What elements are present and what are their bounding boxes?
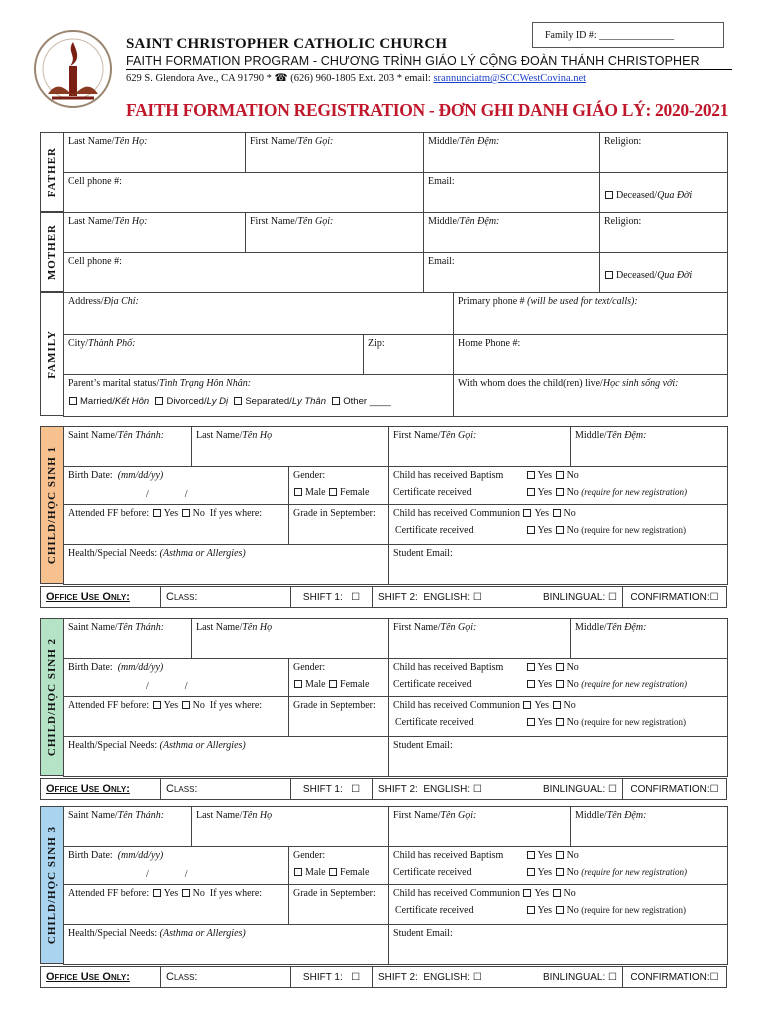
baptism-no-checkbox[interactable] (556, 851, 564, 859)
mother-deceased[interactable]: Deceased/Qua Đời (600, 253, 728, 293)
communion-no-checkbox[interactable] (553, 701, 561, 709)
child-attended-before: Attended FF before: Yes No If yes where: (64, 697, 289, 737)
child-2-table (63, 618, 728, 777)
child-student-email[interactable]: Student Email: (389, 925, 728, 965)
communion-cert-no-checkbox[interactable] (556, 906, 564, 914)
baptism-cert-no-checkbox[interactable] (556, 488, 564, 496)
attended-yes-checkbox[interactable] (153, 889, 161, 897)
family-zip[interactable]: Zip: (364, 335, 454, 375)
child-health-needs[interactable]: Health/Special Needs: (Asthma or Allergies) (64, 925, 389, 965)
father-deceased[interactable]: Deceased/Qua Đời (600, 173, 728, 213)
church-logo-icon (30, 24, 116, 114)
email-link[interactable]: srannunciatm@SCCWestCovina.net (433, 73, 587, 84)
office-use-row: Office Use Only: Class: SHIFT 1: ☐ SHIFT 2: ENGLISH: ☐ BINLINGUAL: ☐ CONFIRMATION: ☐ (40, 586, 727, 608)
child-baptism: Child has received Baptism Yes No Certificate received Yes No (require for new registration) (389, 467, 728, 505)
father-last-name[interactable]: Last Name/Tên Họ: (64, 133, 246, 173)
communion-cert-yes-checkbox[interactable] (527, 718, 535, 726)
divorced-checkbox[interactable] (155, 397, 163, 405)
communion-cert-yes-checkbox[interactable] (527, 906, 535, 914)
child-middle-name[interactable]: Middle/Tên Đệm: (571, 807, 728, 847)
child-3-label: CHILD/HỌC SINH 3 (40, 806, 64, 964)
male-checkbox[interactable] (294, 868, 302, 876)
child-student-email[interactable]: Student Email: (389, 737, 728, 777)
child-first-name[interactable]: First Name/Tên Gọi: (389, 619, 571, 659)
communion-yes-checkbox[interactable] (523, 509, 531, 517)
child-grade[interactable]: Grade in September: (289, 505, 389, 545)
child-gender: Gender: Male Female (289, 467, 389, 505)
english-checkbox[interactable]: ☐ (472, 591, 482, 603)
baptism-cert-yes-checkbox[interactable] (527, 868, 535, 876)
communion-cert-no-checkbox[interactable] (556, 718, 564, 726)
child-last-name[interactable]: Last Name/Tên Họ (192, 427, 389, 467)
child-health-needs[interactable]: Health/Special Needs: (Asthma or Allergies) (64, 737, 389, 777)
mother-email[interactable]: Email: (424, 253, 600, 293)
binlingual-checkbox[interactable]: ☐ (608, 783, 617, 795)
child-gender: Gender: Male Female (289, 659, 389, 697)
mother-middle-name[interactable]: Middle/Tên Đệm: (424, 213, 600, 253)
child-attended-before: Attended FF before: Yes No If yes where: (64, 885, 289, 925)
child-1-label: CHILD/HỌC SINH 1 (40, 426, 64, 584)
child-baptism: Child has received Baptism Yes No Certificate received Yes No (require for new registration) (389, 847, 728, 885)
family-address[interactable]: Address/Địa Chỉ: (64, 293, 454, 335)
baptism-cert-yes-checkbox[interactable] (527, 680, 535, 688)
father-middle-name[interactable]: Middle/Tên Đệm: (424, 133, 600, 173)
other-checkbox[interactable] (332, 397, 340, 405)
father-deceased-checkbox[interactable] (605, 191, 613, 199)
baptism-cert-no-checkbox[interactable] (556, 868, 564, 876)
baptism-yes-checkbox[interactable] (527, 471, 535, 479)
child-birth-date[interactable]: Birth Date: (mm/dd/yy) / / (64, 847, 289, 885)
mother-religion[interactable]: Religion: (600, 213, 728, 253)
father-religion[interactable]: Religion: (600, 133, 728, 173)
separated-checkbox[interactable] (234, 397, 242, 405)
program-name: FAITH FORMATION PROGRAM - CHƯƠNG TRÌNH GIÁO LÝ CỘNG ĐOÀN THÁNH CHRISTOPHER (126, 54, 732, 70)
family-lives-with[interactable]: With whom does the child(ren) live/Học sinh sống với: (454, 375, 728, 417)
family-id-field[interactable]: Family ID #: _______________ (532, 22, 724, 48)
female-checkbox[interactable] (329, 488, 337, 496)
baptism-yes-checkbox[interactable] (527, 663, 535, 671)
child-birth-date[interactable]: Birth Date: (mm/dd/yy) / / (64, 659, 289, 697)
baptism-no-checkbox[interactable] (556, 471, 564, 479)
family-section-label: FAMILY (40, 292, 64, 416)
male-checkbox[interactable] (294, 680, 302, 688)
child-grade[interactable]: Grade in September: (289, 885, 389, 925)
child-saint-name[interactable]: Saint Name/Tên Thánh: (64, 427, 192, 467)
father-section-label: FATHER (40, 132, 64, 212)
child-1-table (63, 426, 728, 585)
mother-section-label: MOTHER (40, 212, 64, 292)
child-communion: Child has received Communion Yes No Certificate received Yes No (require for new registration) (389, 885, 728, 925)
communion-cert-no-checkbox[interactable] (556, 526, 564, 534)
communion-no-checkbox[interactable] (553, 509, 561, 517)
confirmation-checkbox[interactable]: ☐ (709, 591, 719, 603)
child-communion: Child has received Communion Yes No Certificate received Yes No (require for new registration) (389, 697, 728, 737)
child-student-email[interactable]: Student Email: (389, 545, 728, 585)
baptism-cert-no-checkbox[interactable] (556, 680, 564, 688)
baptism-no-checkbox[interactable] (556, 663, 564, 671)
father-section (63, 132, 728, 213)
child-middle-name[interactable]: Middle/Tên Đệm: (571, 427, 728, 467)
father-first-name[interactable]: First Name/Tên Gọi: (246, 133, 424, 173)
family-city[interactable]: City/Thành Phố: (64, 335, 364, 375)
confirmation-checkbox[interactable]: ☐ (709, 783, 719, 795)
family-section (63, 292, 728, 417)
mother-deceased-checkbox[interactable] (605, 271, 613, 279)
mother-first-name[interactable]: First Name/Tên Gọi: (246, 213, 424, 253)
baptism-yes-checkbox[interactable] (527, 851, 535, 859)
female-checkbox[interactable] (329, 680, 337, 688)
office-use-row: Office Use Only: Class: SHIFT 1: ☐ SHIFT 2: ENGLISH: ☐ BINLINGUAL: ☐ CONFIRMATION: ☐ (40, 966, 727, 988)
child-middle-name[interactable]: Middle/Tên Đệm: (571, 619, 728, 659)
child-health-needs[interactable]: Health/Special Needs: (Asthma or Allergies) (64, 545, 389, 585)
confirmation-checkbox[interactable]: ☐ (709, 971, 719, 983)
attended-no-checkbox[interactable] (182, 889, 190, 897)
church-name: SAINT CHRISTOPHER CATHOLIC CHURCH (126, 36, 448, 52)
attended-yes-checkbox[interactable] (153, 701, 161, 709)
shift1-checkbox[interactable]: ☐ (351, 783, 361, 795)
child-last-name[interactable]: Last Name/Tên Họ (192, 807, 389, 847)
communion-yes-checkbox[interactable] (523, 889, 531, 897)
child-first-name[interactable]: First Name/Tên Gọi: (389, 807, 571, 847)
child-gender: Gender: Male Female (289, 847, 389, 885)
office-use-row: Office Use Only: Class: SHIFT 1: ☐ SHIFT 2: ENGLISH: ☐ BINLINGUAL: ☐ CONFIRMATION: ☐ (40, 778, 727, 800)
mother-cell-phone[interactable]: Cell phone #: (64, 253, 424, 293)
baptism-cert-yes-checkbox[interactable] (527, 488, 535, 496)
child-grade[interactable]: Grade in September: (289, 697, 389, 737)
communion-cert-yes-checkbox[interactable] (527, 526, 535, 534)
attended-yes-checkbox[interactable] (153, 509, 161, 517)
shift1-checkbox[interactable]: ☐ (351, 971, 361, 983)
binlingual-checkbox[interactable]: ☐ (608, 591, 617, 603)
child-first-name[interactable]: First Name/Tên Gọi: (389, 427, 571, 467)
child-3-table (63, 806, 728, 965)
female-checkbox[interactable] (329, 868, 337, 876)
child-baptism: Child has received Baptism Yes No Certificate received Yes No (require for new registration) (389, 659, 728, 697)
family-primary-phone[interactable]: Primary phone # (will be used for text/calls): (454, 293, 728, 335)
father-email[interactable]: Email: (424, 173, 600, 213)
communion-yes-checkbox[interactable] (523, 701, 531, 709)
page-title: FAITH FORMATION REGISTRATION - ĐƠN GHI DANH GIÁO LÝ: 2020-2021 (126, 100, 729, 120)
child-communion: Child has received Communion Yes No Certificate received Yes No (require for new registration) (389, 505, 728, 545)
english-checkbox[interactable]: ☐ (472, 971, 482, 983)
male-checkbox[interactable] (294, 488, 302, 496)
mother-section (63, 212, 728, 293)
father-cell-phone[interactable]: Cell phone #: (64, 173, 424, 213)
attended-no-checkbox[interactable] (182, 509, 190, 517)
married-checkbox[interactable] (69, 397, 77, 405)
family-home-phone[interactable]: Home Phone #: (454, 335, 728, 375)
binlingual-checkbox[interactable]: ☐ (608, 971, 617, 983)
family-marital-status: Parent’s marital status/Tình Trạng Hôn Nhân: Married/Kết Hôn Divorced/Ly Dị Separated/Ly Thân Other ____ (64, 375, 454, 417)
child-2-label: CHILD/HỌC SINH 2 (40, 618, 64, 776)
child-saint-name[interactable]: Saint Name/Tên Thánh: (64, 807, 192, 847)
communion-no-checkbox[interactable] (553, 889, 561, 897)
church-address: 629 S. Glendora Ave., CA 91790 * ☎ (626) 960-1805 Ext. 203 * email: srannunciatm@SCCWestCovina.net (126, 73, 587, 84)
attended-no-checkbox[interactable] (182, 701, 190, 709)
child-attended-before: Attended FF before: Yes No If yes where: (64, 505, 289, 545)
child-birth-date[interactable]: Birth Date: (mm/dd/yy) / / (64, 467, 289, 505)
child-last-name[interactable]: Last Name/Tên Họ (192, 619, 389, 659)
shift1-checkbox[interactable]: ☐ (351, 591, 361, 603)
mother-last-name[interactable]: Last Name/Tên Họ: (64, 213, 246, 253)
child-saint-name[interactable]: Saint Name/Tên Thánh: (64, 619, 192, 659)
english-checkbox[interactable]: ☐ (472, 783, 482, 795)
